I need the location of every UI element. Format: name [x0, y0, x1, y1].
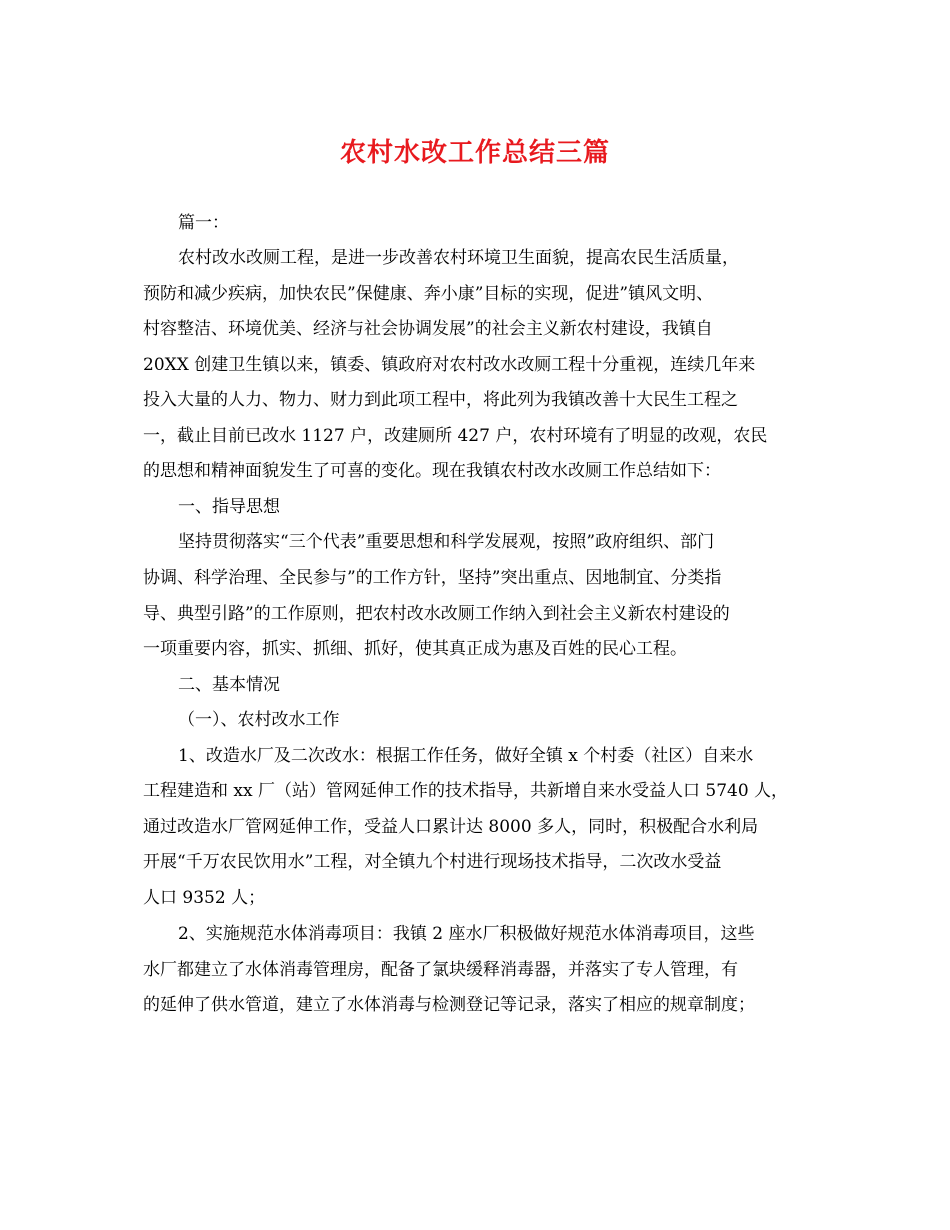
section-heading-guiding-ideology: 一、指导思想 — [178, 497, 280, 517]
paragraph-line: 水厂都建立了水体消毒管理房，配备了氯块缓释消毒器，并落实了专人管理，有 — [143, 960, 738, 980]
paragraph-line: 2、实施规范水体消毒项目：我镇 2 座水厂积极做好规范水体消毒项目，这些 — [178, 924, 755, 944]
paragraph-line: 的延伸了供水管道，建立了水体消毒与检测登记等记录，落实了相应的规章制度； — [143, 995, 755, 1015]
paragraph-line: 的思想和精神面貌发生了可喜的变化。现在我镇农村改水改厕工作总结如下： — [143, 461, 721, 481]
paragraph-line: 一，截止目前已改水 1127 户，改建厕所 427 户，农村环境有了明显的改观，农民 — [143, 426, 768, 446]
subsection-heading-water-reform: （一）、农村改水工作 — [178, 710, 340, 730]
paragraph-line: 开展“千万农民饮用水”工程，对全镇九个村进行现场技术指导，二次改水受益 — [143, 852, 722, 872]
paragraph-line: 通过改造水厂管网延伸工作，受益人口累计达 8000 多人，同时，积极配合水利局 — [143, 817, 759, 837]
document-title: 农村水改工作总结三篇 — [339, 138, 610, 168]
section-heading-basic-situation: 二、基本情况 — [178, 675, 280, 695]
paragraph-line: 村容整洁、环境优美、经济与社会协调发展”的社会主义新农村建设，我镇自 — [143, 319, 713, 339]
paragraph-line: 协调、科学治理、全民参与”的工作方针，坚持”突出重点、因地制宜、分类指 — [143, 568, 722, 588]
paragraph-line: 农村改水改厕工程，是进一步改善农村环境卫生面貌，提高农民生活质量， — [178, 248, 739, 268]
paragraph-line: 人口 9352 人； — [143, 888, 266, 908]
paragraph-line: 一项重要内容，抓实、抓细、抓好，使其真正成为惠及百姓的民心工程。 — [143, 639, 687, 659]
section-heading-part-one: 篇一： — [178, 213, 229, 233]
paragraph-line: 坚持贯彻落实“三个代表”重要思想和科学发展观，按照”政府组织、部门 — [178, 532, 715, 552]
paragraph-line: 导、典型引路”的工作原则，把农村改水改厕工作纳入到社会主义新农村建设的 — [143, 604, 730, 624]
paragraph-line: 1、改造水厂及二次改水：根据工作任务，做好全镇 x 个村委（社区）自来水 — [178, 746, 754, 766]
paragraph-line: 工程建造和 xx 厂（站）管网延伸工作的技术指导，共新增自来水受益人口 5740 人， — [143, 781, 789, 801]
paragraph-line: 投入大量的人力、物力、财力到此项工程中，将此列为我镇改善十大民生工程之 — [143, 390, 738, 410]
paragraph-line: 预防和减少疾病，加快农民”保健康、奔小康”目标的实现，促进”镇风文明、 — [143, 284, 714, 304]
paragraph-line: 20XX 创建卫生镇以来，镇委、镇政府对农村改水改厕工程十分重视，连续几年来 — [143, 355, 756, 375]
